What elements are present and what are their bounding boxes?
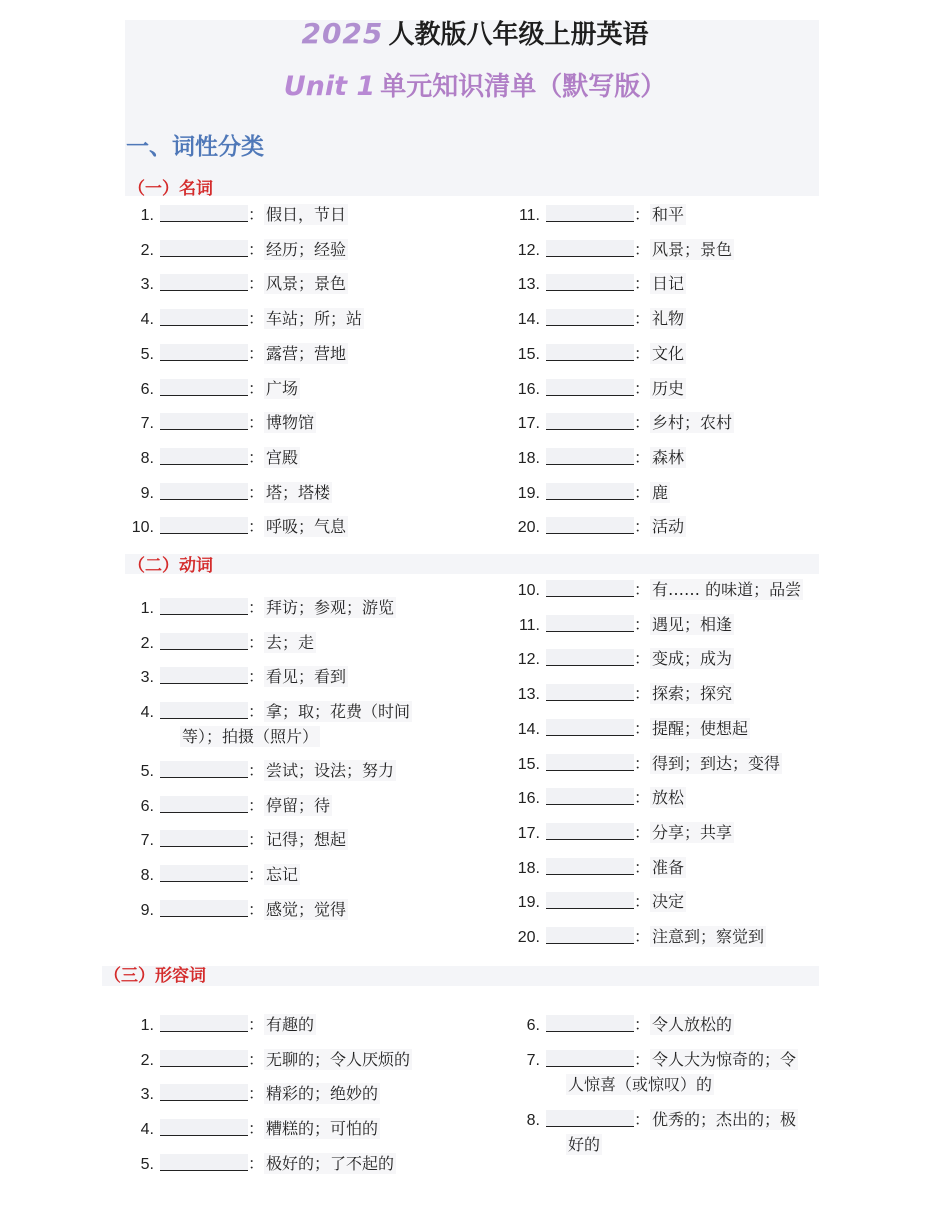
colon: ：: [248, 1015, 265, 1034]
item-meaning: 看见；看到: [266, 667, 347, 687]
colon: ：: [248, 274, 265, 294]
nouns-item: [126, 411, 316, 436]
nouns-item: [512, 411, 734, 436]
answer-blank[interactable]: [546, 205, 634, 222]
verbs-item: [512, 856, 686, 881]
item-number: 8.: [140, 449, 154, 467]
colon: ：: [248, 1153, 265, 1173]
colon: ：: [634, 927, 651, 946]
verbs-item: [126, 898, 348, 923]
item-meaning: 探索；探究: [652, 684, 733, 704]
colon: ：: [634, 274, 651, 294]
colon: ：: [634, 1050, 651, 1069]
section-heading: 一、词性分类: [126, 134, 264, 160]
answer-blank[interactable]: [546, 483, 634, 500]
item-meaning: 提醒；使想起: [652, 718, 749, 738]
answer-blank[interactable]: [546, 684, 634, 701]
item-meaning: 去；走: [266, 632, 315, 652]
answer-blank[interactable]: [546, 344, 634, 361]
item-number: 2.: [140, 634, 154, 652]
adjectives-item: [512, 1048, 798, 1097]
answer-blank[interactable]: [546, 927, 634, 944]
item-number: 13.: [517, 276, 540, 294]
verbs-item: [512, 682, 734, 707]
answer-blank[interactable]: [546, 1050, 634, 1067]
colon: ：: [248, 1049, 265, 1069]
colon: ：: [634, 788, 651, 808]
nouns-item: [512, 238, 734, 263]
item-meaning: 森林: [652, 447, 685, 467]
colon: ：: [634, 649, 651, 669]
answer-blank[interactable]: [160, 667, 248, 684]
colon: ：: [634, 892, 651, 912]
nouns-item: [126, 515, 348, 540]
item-meaning: 塔；塔楼: [266, 482, 331, 502]
verbs-item: [126, 665, 348, 690]
item-meaning: 极好的；了不起的: [266, 1153, 395, 1173]
nouns-item: [126, 203, 348, 228]
item-meaning: 有…… 的味道；品尝: [652, 580, 802, 599]
item-number: 12.: [517, 241, 540, 259]
verbs-item: [512, 786, 686, 811]
answer-blank[interactable]: [546, 719, 634, 736]
colon: ：: [248, 517, 265, 537]
answer-blank[interactable]: [160, 483, 248, 500]
colon: ：: [248, 632, 265, 652]
verbs-item: [512, 925, 766, 950]
item-meaning: 停留；待: [266, 795, 331, 815]
colon: ：: [634, 718, 651, 738]
item-number: 4.: [140, 704, 154, 722]
colon: ：: [248, 205, 265, 224]
answer-blank[interactable]: [160, 900, 248, 917]
answer-blank[interactable]: [160, 761, 248, 778]
item-number: 3.: [140, 1086, 154, 1104]
item-meaning: 风景；景色: [652, 239, 733, 259]
item-number: 20.: [517, 929, 540, 946]
answer-blank[interactable]: [546, 413, 634, 430]
item-meaning: 记得；想起: [266, 830, 347, 850]
item-meaning: 忘记: [266, 864, 299, 884]
item-meaning: 广场: [266, 378, 299, 398]
nouns-item: [512, 272, 686, 297]
nouns-item: [126, 342, 348, 367]
verbs-item: [512, 578, 803, 603]
nouns-item: [512, 481, 670, 506]
answer-blank[interactable]: [160, 379, 248, 396]
colon: ：: [248, 1119, 265, 1139]
item-meaning: 鹿: [652, 482, 669, 502]
item-number: 5.: [140, 762, 154, 780]
item-meaning: 活动: [652, 517, 685, 537]
item-number: 17.: [517, 824, 540, 842]
answer-blank[interactable]: [546, 379, 634, 396]
answer-blank[interactable]: [546, 580, 634, 597]
adjectives-item: [126, 1152, 396, 1177]
verbs-item: [126, 596, 396, 621]
colon: ：: [634, 378, 651, 398]
item-meaning-continued: 好的: [568, 1135, 601, 1154]
answer-blank[interactable]: [160, 344, 248, 361]
item-meaning: 文化: [652, 343, 685, 363]
item-meaning: 礼物: [652, 309, 685, 329]
item-number: 18.: [517, 859, 540, 877]
item-number: 4.: [140, 1121, 154, 1139]
item-meaning: 车站；所；站: [266, 309, 363, 329]
colon: ：: [248, 413, 265, 433]
item-number: 1.: [140, 600, 154, 617]
colon: ：: [248, 667, 265, 687]
colon: ：: [248, 309, 265, 329]
item-number: 16.: [517, 380, 540, 398]
answer-blank[interactable]: [546, 1015, 634, 1032]
answer-blank[interactable]: [160, 309, 248, 326]
colon: ：: [634, 482, 651, 502]
colon: ：: [248, 447, 265, 467]
item-number: 6.: [140, 797, 154, 815]
colon: ：: [634, 343, 651, 363]
item-number: 2.: [140, 1051, 154, 1069]
answer-blank[interactable]: [160, 517, 248, 534]
item-number: 11.: [518, 207, 540, 224]
nouns-heading: （一）名词: [128, 179, 213, 199]
verbs-item: [126, 794, 332, 819]
answer-blank[interactable]: [160, 796, 248, 813]
adjectives-item: [126, 1117, 380, 1142]
item-meaning: 决定: [652, 892, 685, 912]
nouns-item: [126, 272, 348, 297]
title-text: 人教版八年级上册英语: [388, 20, 649, 50]
answer-blank[interactable]: [546, 615, 634, 632]
item-meaning: 日记: [652, 274, 685, 294]
verbs-item: [126, 828, 348, 853]
colon: ：: [634, 580, 651, 599]
item-number: 1.: [140, 207, 154, 224]
item-number: 7.: [140, 832, 154, 850]
answer-blank[interactable]: [160, 1050, 248, 1067]
item-meaning-continued: 等）；拍摄（照片）: [182, 727, 319, 747]
colon: ：: [248, 343, 265, 363]
answer-blank[interactable]: [160, 240, 248, 257]
item-meaning: 得到；到达；变得: [652, 753, 781, 773]
item-meaning: 无聊的；令人厌烦的: [266, 1049, 411, 1069]
item-number: 7.: [140, 415, 154, 433]
answer-blank[interactable]: [160, 413, 248, 430]
verbs-item: [126, 700, 412, 749]
adjectives-heading: （三）形容词: [104, 966, 206, 986]
title-year: 2025: [301, 17, 384, 50]
colon: ：: [248, 830, 265, 850]
item-number: 19.: [517, 894, 540, 912]
colon: ：: [248, 899, 265, 919]
item-number: 5.: [140, 1155, 154, 1173]
subtitle-text: 单元知识清单（默写版）: [380, 72, 667, 102]
colon: ：: [248, 702, 265, 722]
item-number: 17.: [517, 415, 540, 433]
item-meaning: 乡村；农村: [652, 413, 733, 433]
answer-blank[interactable]: [546, 892, 634, 909]
colon: ：: [248, 864, 265, 884]
answer-blank[interactable]: [160, 274, 248, 291]
item-meaning: 变成；成为: [652, 649, 733, 669]
answer-blank[interactable]: [546, 240, 634, 257]
verbs-item: [512, 752, 782, 777]
item-number: 14.: [517, 311, 540, 329]
nouns-item: [126, 481, 332, 506]
item-number: 4.: [140, 311, 154, 329]
adjectives-item: [512, 1013, 734, 1038]
nouns-item: [126, 238, 348, 263]
verbs-item: [512, 821, 734, 846]
answer-blank[interactable]: [160, 633, 248, 650]
answer-blank[interactable]: [160, 598, 248, 615]
item-meaning: 令人大为惊奇的；令: [652, 1050, 797, 1069]
colon: ：: [634, 1015, 651, 1034]
item-number: 6.: [526, 1017, 540, 1034]
answer-blank[interactable]: [546, 823, 634, 840]
item-number: 2.: [140, 241, 154, 259]
colon: ：: [634, 205, 651, 224]
item-number: 5.: [140, 345, 154, 363]
item-meaning: 拿；取；花费（时间: [266, 702, 411, 722]
answer-blank[interactable]: [160, 830, 248, 847]
item-number: 13.: [517, 686, 540, 704]
verbs-item: [512, 613, 734, 638]
colon: ：: [248, 482, 265, 502]
verbs-item: [512, 647, 734, 672]
answer-blank[interactable]: [546, 448, 634, 465]
item-meaning: 注意到；察觉到: [652, 927, 765, 946]
verbs-item: [126, 863, 300, 888]
item-meaning: 分享；共享: [652, 822, 733, 842]
nouns-item: [512, 377, 686, 402]
item-meaning: 呼吸；气息: [266, 517, 347, 537]
item-meaning: 拜访；参观；游览: [266, 598, 395, 617]
colon: ：: [634, 1110, 651, 1129]
adjectives-item: [126, 1013, 316, 1038]
item-meaning: 尝试；设法；努力: [266, 760, 395, 780]
item-number: 18.: [517, 449, 540, 467]
item-number: 19.: [517, 484, 540, 502]
nouns-item: [126, 446, 300, 471]
colon: ：: [634, 309, 651, 329]
colon: ：: [634, 413, 651, 433]
item-number: 7.: [526, 1052, 540, 1069]
item-meaning: 精彩的；绝妙的: [266, 1084, 379, 1104]
item-number: 11.: [518, 616, 540, 634]
item-number: 10.: [131, 519, 154, 537]
answer-blank[interactable]: [160, 1154, 248, 1171]
item-meaning: 准备: [652, 857, 685, 877]
nouns-item: [126, 377, 300, 402]
nouns-item: [512, 515, 686, 540]
item-meaning: 感觉；觉得: [266, 899, 347, 919]
answer-blank[interactable]: [546, 309, 634, 326]
item-number: 8.: [526, 1112, 540, 1129]
answer-blank[interactable]: [546, 788, 634, 805]
answer-blank[interactable]: [160, 1084, 248, 1101]
item-number: 3.: [140, 669, 154, 687]
nouns-item: [512, 307, 686, 332]
item-number: 9.: [140, 484, 154, 502]
item-number: 6.: [140, 380, 154, 398]
verbs-heading: （二）动词: [128, 556, 213, 576]
item-meaning: 风景；景色: [266, 274, 347, 294]
colon: ：: [248, 378, 265, 398]
item-meaning: 优秀的；杰出的；极: [652, 1110, 797, 1129]
answer-blank[interactable]: [160, 448, 248, 465]
colon: ：: [634, 447, 651, 467]
verbs-item: [126, 631, 316, 656]
item-meaning: 和平: [652, 205, 685, 224]
item-number: 8.: [140, 866, 154, 884]
item-number: 9.: [140, 901, 154, 919]
answer-blank[interactable]: [160, 865, 248, 882]
colon: ：: [248, 1084, 265, 1104]
colon: ：: [248, 598, 265, 617]
adjectives-item: [126, 1048, 412, 1073]
answer-blank[interactable]: [546, 517, 634, 534]
verbs-band: [125, 554, 819, 574]
answer-blank[interactable]: [546, 858, 634, 875]
item-meaning: 宫殿: [266, 447, 299, 467]
colon: ：: [634, 822, 651, 842]
adjectives-band: [102, 966, 819, 986]
colon: ：: [634, 857, 651, 877]
item-meaning: 糟糕的；可怕的: [266, 1119, 379, 1139]
answer-blank[interactable]: [546, 274, 634, 291]
item-number: 15.: [517, 345, 540, 363]
verbs-item: [512, 890, 686, 915]
item-number: 12.: [517, 651, 540, 669]
adjectives-item: [126, 1082, 380, 1107]
answer-blank[interactable]: [546, 754, 634, 771]
nouns-band: [125, 176, 819, 196]
item-number: 3.: [140, 276, 154, 294]
nouns-item: [512, 203, 686, 228]
colon: ：: [248, 239, 265, 259]
colon: ：: [634, 684, 651, 704]
item-number: 20.: [517, 519, 540, 537]
item-number: 15.: [517, 755, 540, 773]
nouns-item: [512, 342, 686, 367]
answer-blank[interactable]: [546, 1110, 634, 1127]
item-meaning: 露营；营地: [266, 343, 347, 363]
item-meaning: 博物馆: [266, 413, 315, 433]
item-meaning: 遇见；相逢: [652, 614, 733, 634]
nouns-item: [126, 307, 364, 332]
item-meaning-continued: 人惊喜（或惊叹）的: [568, 1075, 713, 1094]
answer-blank[interactable]: [160, 1015, 248, 1032]
unit-label: Unit 1: [283, 71, 376, 102]
colon: ：: [634, 239, 651, 259]
colon: ：: [634, 517, 651, 537]
colon: ：: [248, 760, 265, 780]
item-meaning: 经历；经验: [266, 239, 347, 259]
adjectives-item: [512, 1108, 798, 1157]
answer-blank[interactable]: [160, 702, 248, 719]
item-number: 1.: [140, 1017, 154, 1034]
answer-blank[interactable]: [546, 649, 634, 666]
verbs-item: [512, 717, 750, 742]
item-number: 14.: [517, 720, 540, 738]
page-subtitle: [250, 66, 700, 110]
item-number: 10.: [517, 582, 540, 599]
colon: ：: [248, 795, 265, 815]
item-number: 16.: [517, 790, 540, 808]
colon: ：: [634, 614, 651, 634]
item-meaning: 放松: [652, 788, 685, 808]
item-meaning: 有趣的: [266, 1015, 315, 1034]
item-meaning: 假日，节日: [266, 205, 347, 224]
item-meaning: 令人放松的: [652, 1015, 733, 1034]
page-title: [280, 14, 670, 58]
item-meaning: 历史: [652, 378, 685, 398]
nouns-item: [512, 446, 686, 471]
verbs-item: [126, 759, 396, 784]
answer-blank[interactable]: [160, 1119, 248, 1136]
answer-blank[interactable]: [160, 205, 248, 222]
colon: ：: [634, 753, 651, 773]
